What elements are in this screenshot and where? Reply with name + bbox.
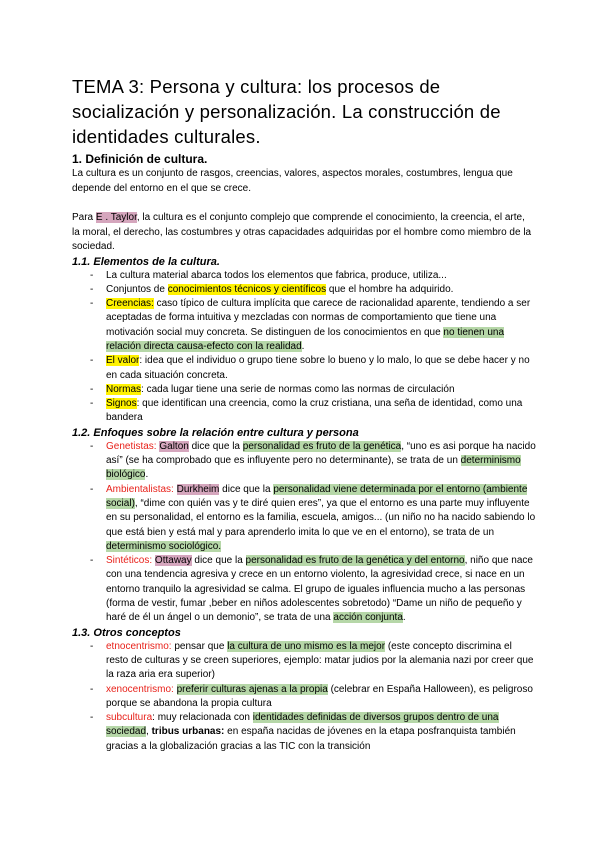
text: Conjuntos de — [106, 283, 168, 295]
highlight-author: Ottaway — [154, 555, 192, 567]
list-item — [72, 554, 536, 625]
list-item — [72, 383, 536, 397]
list-item — [72, 297, 536, 354]
text: . — [145, 469, 149, 481]
list-item — [72, 640, 536, 683]
text: : cada lugar tiene una serie de normas como las normas de circulación — [141, 383, 455, 395]
text: Para — [72, 212, 96, 223]
text: , la cultura es el conjunto complejo que comprende el conocimiento, la creencia, el arte, la moral, el derecho, las costumbres y otras capacidades adquiridas por el hombre como miembro de la sociedad. — [72, 212, 532, 252]
section-1-heading: 1. Definición de cultura. — [72, 152, 208, 166]
list-item — [72, 269, 536, 283]
text: . — [301, 340, 305, 352]
list-item — [72, 354, 536, 383]
highlight: determinismo sociológico. — [106, 540, 222, 552]
list-item — [72, 283, 536, 297]
term-label: Ambientalistas: — [106, 483, 174, 495]
highlight-term: Normas — [106, 383, 142, 395]
highlight-term: Creencias: — [106, 298, 154, 310]
term-label: Genetistas: — [106, 440, 157, 452]
elements-list — [72, 269, 540, 426]
text: dice que la — [188, 440, 243, 452]
list-item — [72, 711, 536, 754]
highlight-author: E . Taylor — [95, 212, 137, 223]
text: , “dime con quién vas y te diré quien eres”, ya que el entorno es una parte muy influyente en su personalidad, el entorno es la familia, escuela, amigos... (un niño no ha nacido sabiendo lo que está bien y está mal y para aprenderlo imita lo que ve en el entorno), se trata de un — [106, 497, 536, 538]
text: : muy relacionada con — [152, 712, 253, 724]
spacer — [72, 196, 540, 211]
text: : idea que el individuo o grupo tiene sobre lo bueno y lo malo, lo que se debe hacer y no en cada situación concreta. — [106, 355, 530, 381]
concepts-list — [72, 640, 540, 754]
highlight: conocimientos técnicos y científicos — [167, 283, 327, 295]
highlight-term: Signos — [106, 398, 137, 410]
bold-term: tribus urbanas: — [151, 726, 225, 738]
highlight-author: Galton — [159, 440, 189, 452]
highlight: identidades definidas de diversos grupos dentro de una sociedad — [106, 712, 499, 738]
highlight: la cultura de uno mismo es la mejor — [227, 640, 386, 652]
text: en españa nacidas de jóvenes en la etapa posfranquista también gracias a la globalización gracias a las TIC con la transición — [106, 726, 516, 752]
highlight: personalidad viene determinada por el entorno (ambiente social) — [106, 483, 528, 509]
highlight: acción conjunta — [333, 612, 403, 624]
term-label: subcultura — [106, 712, 153, 724]
taylor-paragraph — [72, 211, 532, 255]
list-item — [72, 440, 536, 483]
highlight: determinismo biológico — [106, 455, 521, 481]
list-item — [72, 397, 536, 426]
text: caso típico de cultura implícita que carece de racionalidad aparente, tendiendo a ser aceptadas de forma intuitiva y mezcladas con normas de comportamiento que tiene una motivación social muy concreta. Se distinguen de los conocimientos en que — [106, 298, 531, 338]
text: dice que la — [191, 555, 246, 567]
term-label: etnocentrismo: — [106, 640, 172, 652]
text: que el hombre ha adquirido. — [326, 283, 454, 295]
highlight: no tienen una relación directa causa-efecto con la realidad — [106, 326, 505, 352]
text: , “uno es asi porque ha nacido así” (se ha comprobado que es influyente pero no determinante), se trata de un — [106, 440, 536, 467]
highlight: personalidad es fruto de la genética y del entorno — [245, 555, 465, 567]
text: . — [402, 612, 406, 624]
approaches-list — [72, 440, 540, 626]
highlight-author: Durkheim — [176, 483, 220, 495]
document-title: TEMA 3: Persona y cultura: los procesos de socialización y personalización. La construcción de identidades culturales. — [72, 76, 501, 147]
text: , niño que nace con una tendencia agresiva y crece en un entorno violento, la agresividad crece, si nace en un entorno tranquilo la agresividad se calma. El grupo de iguales influencia mucho a las personas (forma de vestir, fumar ,beber en niños adolescentes sobretodo) “Dame un niño de pequeño y haré de él un ángel o un demonio”, se trata de una — [106, 555, 533, 624]
term-label: Sintéticos: — [106, 555, 153, 567]
text: : que identifican una creencia, como la cruz cristiana, una seña de identidad, como una bandera — [106, 398, 523, 424]
text: (celebrar en España Halloween), es peligroso porque se abandona la propia cultura — [106, 683, 533, 709]
text: (este concepto discrimina el resto de culturas y se creen superiores, ejemplo: matar judios por la alemania nazi por creer que la raza aria era superior) — [106, 640, 534, 681]
highlight: preferir culturas ajenas a la propia — [176, 683, 328, 695]
section-1-1-heading: 1.1. Elementos de la cultura. — [72, 255, 220, 268]
list-item — [72, 683, 536, 712]
culture-definition: La cultura es un conjunto de rasgos, creencias, valores, aspectos morales, costumbres, lengua que depende del entorno en el que se crece. — [72, 168, 513, 194]
list-item — [72, 483, 536, 554]
highlight: personalidad es fruto de la genética — [242, 440, 402, 452]
term-label: xenocentrismo: — [106, 683, 174, 695]
section-1-2-heading: 1.2. Enfoques sobre la relación entre cultura y persona — [72, 426, 359, 439]
text: pensar que — [171, 640, 228, 652]
text: La cultura material abarca todos los elementos que fabrica, produce, utiliza... — [106, 269, 447, 281]
text: , — [146, 726, 152, 738]
section-1-3-heading: 1.3. Otros conceptos — [72, 626, 181, 639]
text: dice que la — [219, 483, 274, 495]
highlight-term: El valor — [106, 355, 140, 367]
